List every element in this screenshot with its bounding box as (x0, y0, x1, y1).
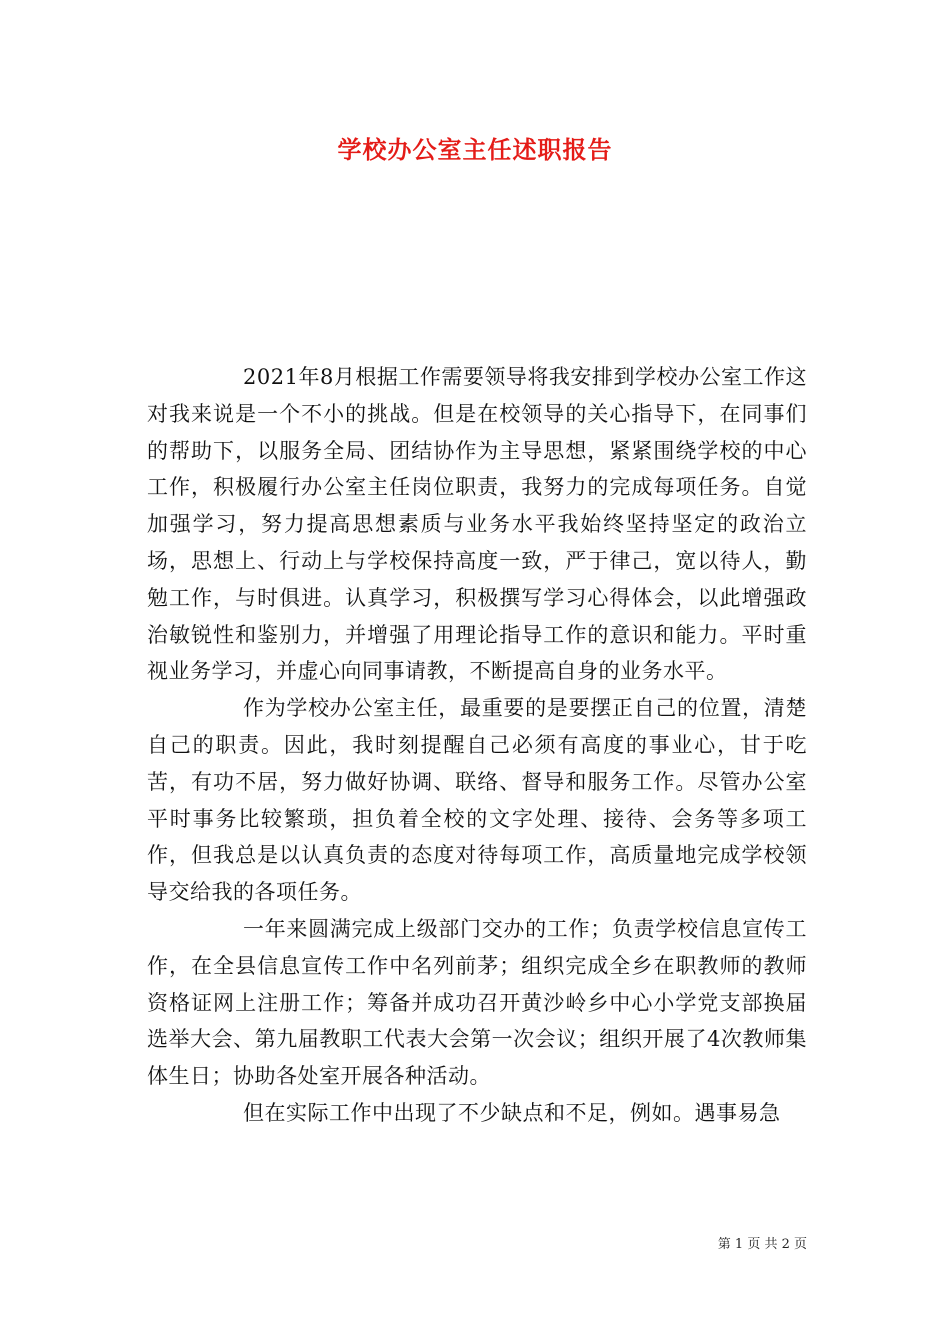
paragraph: 作为学校办公室主任，最重要的是要摆正自己的位置，清楚自己的职责。因此，我时刻提醒自己必须有高度的事业心，甘于吃苦，有功不居，努力做好协调、联络、督导和服务工作。尽管办公室平时事务比较繁琐，担负着全校的文字处理、接待、会务等多项工作，但我总是以认真负责的态度对待每项工作，高质量地完成学校领导交给我的各项任务。 (147, 696, 807, 905)
document-title: 学校办公室主任述职报告 (337, 135, 613, 164)
document-body (147, 359, 807, 1132)
paragraph: 但在实际工作中出现了不少缺点和不足，例如。遇事易急 (243, 1100, 781, 1125)
page-number: 第 1 页 共 2 页 (717, 1237, 807, 1252)
paragraph: 2021年8月根据工作需要领导将我安排到学校办公室工作这对我来说是一个不小的挑战。但是在校领导的关心指导下，在同事们的帮助下，以服务全局、团结协作为主导思想，紧紧围绕学校的中心工作，积极履行办公室主任岗位职责，我努力的完成每项任务。自觉加强学习，努力提高思想素质与业务水平我始终坚持坚定的政治立场，思想上、行动上与学校保持高度一致，严于律己，宽以待人，勤勉工作，与时俱进。认真学习，积极撰写学习心得体会，以此增强政治敏锐性和鉴别力，并增强了用理论指导工作的意识和能力。平时重视业务学习，并虚心向同事请教，不断提高自身的业务水平。 (147, 365, 807, 684)
paragraph: 一年来圆满完成上级部门交办的工作；负责学校信息宣传工作，在全县信息宣传工作中名列前茅；组织完成全乡在职教师的教师资格证网上注册工作；筹备并成功召开黄沙岭乡中心小学党支部换届选举大会、第九届教职工代表大会第一次会议；组织开展了4次教师集体生日；协助各处室开展各种活动。 (147, 916, 807, 1089)
